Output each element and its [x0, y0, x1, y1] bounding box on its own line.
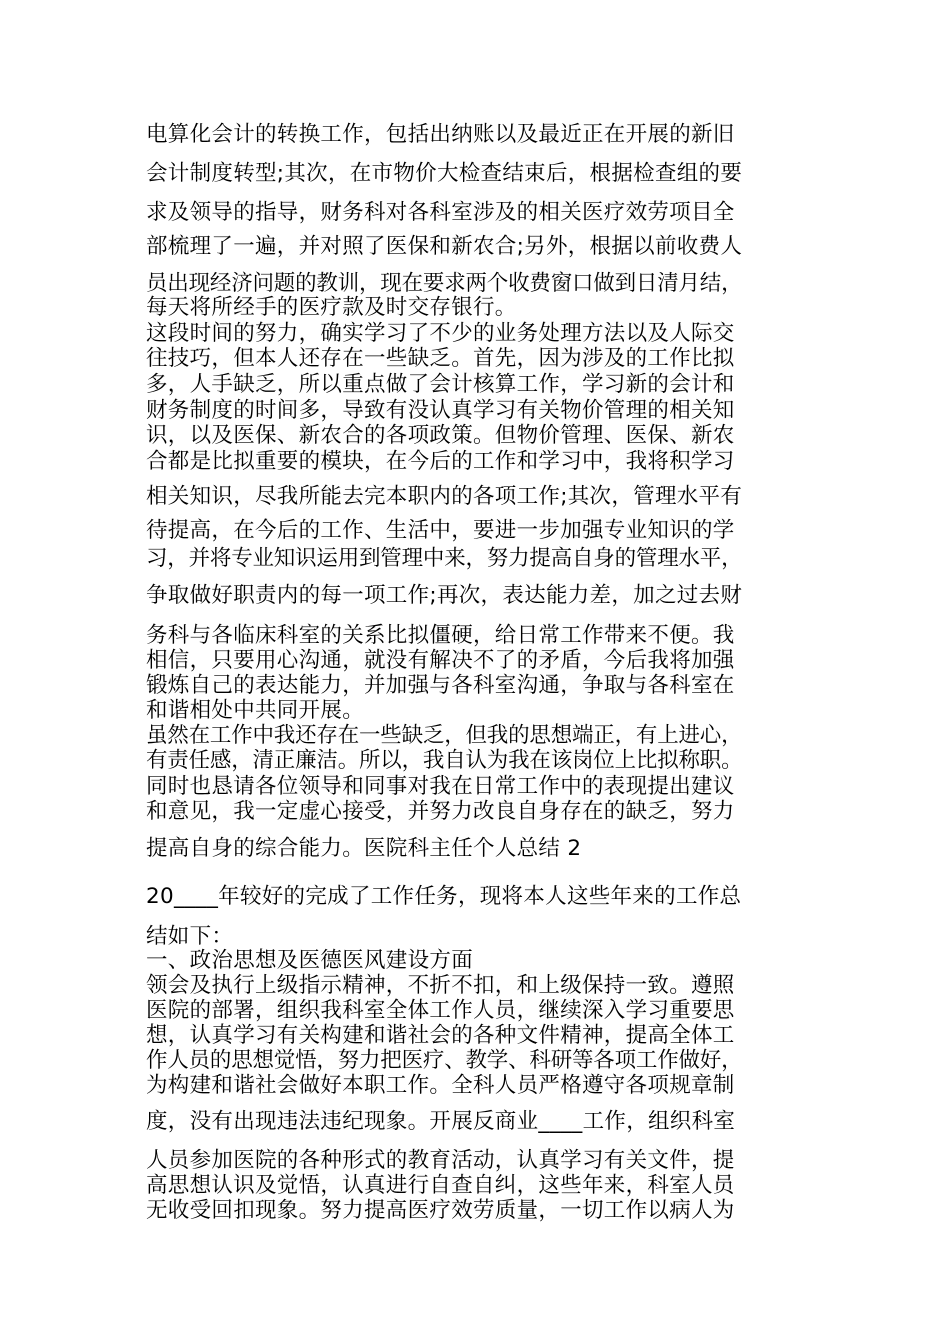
- text-line-26: 20____年较好的完成了工作任务，现将本人这些年来的工作总: [146, 884, 742, 909]
- text-line-34: 度，没有出现违法违纪现象。开展反商业____工作，组织科室: [146, 1109, 736, 1134]
- text-line-30: 医院的部署，组织我科室全体工作人员，继续深入学习重要思: [146, 998, 735, 1023]
- text-line-23: 同时也恳请各位领导和同事对我在日常工作中的表现提出建议: [146, 774, 735, 799]
- text-line-5: 员出现经济问题的教训，现在要求两个收费窗口做到日清月结，: [146, 271, 743, 296]
- text-line-14: 待提高，在今后的工作、生活中，要进一步加强专业知识的学: [146, 518, 735, 543]
- text-line-18: 相信，只要用心沟通，就没有解决不了的矛盾，今后我将加强: [146, 648, 735, 673]
- text-line-22: 有责任感，清正廉洁。所以，我自认为我在该岗位上比拟称职。: [146, 748, 743, 773]
- text-line-7: 这段时间的努力，确实学习了不少的业务处理方法以及人际交: [146, 321, 735, 346]
- text-line-29: 领会及执行上级指示精神，不折不扣，和上级保持一致。遵照: [146, 973, 735, 998]
- text-line-9: 多，人手缺乏，所以重点做了会计核算工作，学习新的会计和: [146, 372, 735, 397]
- text-line-32: 作人员的思想觉悟，努力把医疗、教学、科研等各项工作做好，: [146, 1048, 743, 1073]
- text-line-13: 相关知识，尽我所能去完本职内的各项工作;其次，管理水平有: [146, 484, 743, 509]
- text-line-21: 虽然在工作中我还存在一些缺乏，但我的思想端正，有上进心，: [146, 723, 743, 748]
- text-line-10: 财务制度的时间多，导致有没认真学习有关物价管理的相关知: [146, 398, 735, 423]
- text-line-2: 会计制度转型;其次，在市物价大检查结束后，根据检查组的要: [146, 161, 743, 186]
- text-line-6: 每天将所经手的医疗款及时交存银行。: [146, 295, 517, 320]
- text-line-31: 想，认真学习有关构建和谐社会的各种文件精神，提高全体工: [146, 1023, 735, 1048]
- text-line-25: 提高自身的综合能力。医院科主任个人总结 2: [146, 836, 582, 861]
- text-line-1: 电算化会计的转换工作，包括出纳账以及最近正在开展的新旧: [146, 122, 735, 147]
- text-line-17: 务科与各临床科室的关系比拟僵硬，给日常工作带来不便。我: [146, 623, 735, 648]
- text-line-24: 和意见，我一定虚心接受，并努力改良自身存在的缺乏，努力: [146, 799, 735, 824]
- text-line-11: 识，以及医保、新农合的各项政策。但物价管理、医保、新农: [146, 423, 735, 448]
- text-line-36: 高思想认识及觉悟，认真进行自查自纠，这些年来，科室人员: [146, 1173, 735, 1198]
- text-line-3: 求及领导的指导，财务科对各科室涉及的相关医疗效劳项目全: [146, 200, 735, 225]
- text-line-28: 一、政治思想及医德医风建设方面: [146, 948, 474, 973]
- text-line-8: 往技巧，但本人还存在一些缺乏。首先，因为涉及的工作比拟: [146, 346, 735, 371]
- text-line-37: 无收受回扣现象。努力提高医疗效劳质量，一切工作以病人为: [146, 1198, 735, 1223]
- text-line-35: 人员参加医院的各种形式的教育活动，认真学习有关文件，提: [146, 1148, 735, 1173]
- text-line-27: 结如下：: [146, 924, 234, 949]
- text-line-12: 合都是比拟重要的模块，在今后的工作和学习中，我将积学习: [146, 449, 735, 474]
- text-line-15: 习，并将专业知识运用到管理中来，努力提高自身的管理水平，: [146, 546, 743, 571]
- text-line-20: 和谐相处中共同开展。: [146, 698, 365, 723]
- text-line-33: 为构建和谐社会做好本职工作。全科人员严格遵守各项规章制: [146, 1073, 735, 1098]
- text-line-4: 部梳理了一遍，并对照了医保和新农合;另外，根据以前收费人: [146, 234, 743, 259]
- text-line-16: 争取做好职责内的每一项工作;再次，表达能力差，加之过去财: [146, 583, 743, 608]
- text-line-19: 锻炼自己的表达能力，并加强与各科室沟通，争取与各科室在: [146, 673, 735, 698]
